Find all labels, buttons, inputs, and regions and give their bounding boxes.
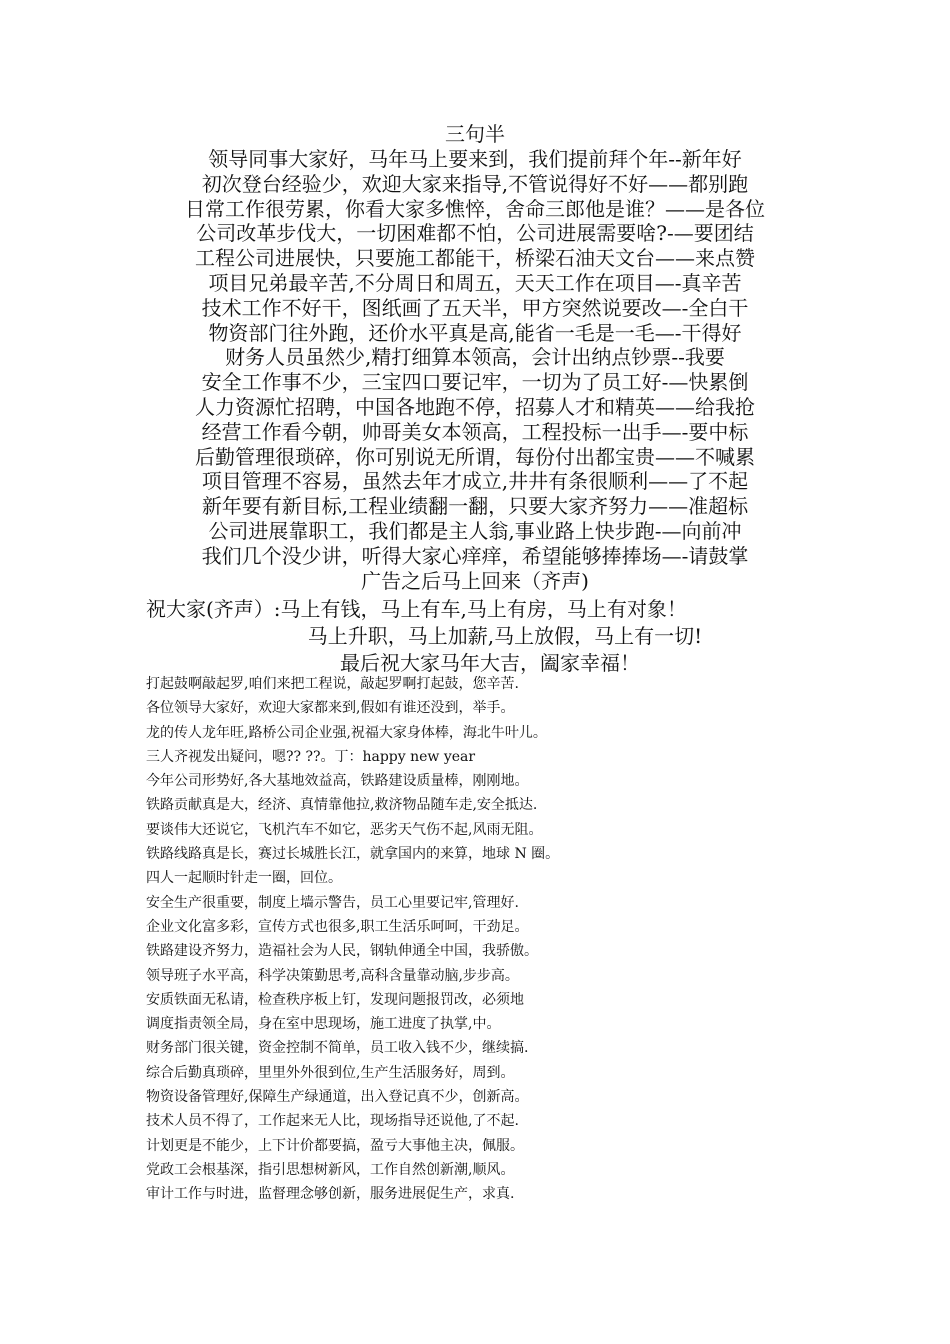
skit-line: 各位领导大家好，欢迎大家都来到,假如有谁还没到，举手。 bbox=[146, 700, 515, 717]
wish-line: 祝大家(齐声）:马上有钱，马上有车,马上有房，马上有对象！ bbox=[146, 597, 687, 621]
wish-line: 最后祝大家马年大吉，阖家幸福！ bbox=[340, 651, 640, 675]
verse-line: 后勤管理很琐碎，你可别说无所谓，每份付出都宝贵——不喊累 bbox=[195, 444, 755, 469]
skit-section bbox=[146, 672, 906, 1207]
verse-line: 新年要有新目标,工程业绩翻一翻，只要大家齐努力——准超标 bbox=[201, 494, 749, 519]
verse-line: 公司改革步伐大，一切困难都不怕，公司进展需要啥?-—要团结 bbox=[196, 221, 754, 246]
verse-line: 经营工作看今朝，帅哥美女本领高，工程投标一出手—-要中标 bbox=[201, 419, 749, 444]
verse-line: 技术工作不好干，图纸画了五天半，甲方突然说要改—-全白干 bbox=[201, 295, 749, 320]
verse-line: 初次登台经验少，欢迎大家来指导,不管说得好不好——都别跑 bbox=[201, 171, 749, 196]
verse-line: 日常工作很劳累，你看大家多憔悴，舍命三郎他是谁？——是各位 bbox=[185, 196, 765, 221]
skit-line: 党政工会根基深，指引思想树新风，工作自然创新潮,顺风。 bbox=[146, 1161, 515, 1178]
skit-line: 三人齐视发出疑问，嗯?? ??。丁：happy new year bbox=[146, 748, 476, 765]
verse-line: 广告之后马上回来（齐声) bbox=[361, 568, 589, 593]
document-title: 三句半 bbox=[445, 122, 505, 146]
verse-list bbox=[0, 147, 950, 593]
skit-line: 铁路线路真是长，赛过长城胜长江，就拿国内的来算，地球 N 圈。 bbox=[146, 846, 560, 863]
verse-line: 安全工作事不少，三宝四口要记牢，一切为了员工好-—快累倒 bbox=[201, 370, 749, 395]
skit-line: 四人一起顺时针走一圈，回位。 bbox=[146, 870, 342, 887]
verse-line: 领导同事大家好，马年马上要来到，我们提前拜个年--新年好 bbox=[208, 147, 742, 171]
skit-line: 铁路建设齐努力，造福社会为人民，钢轨伸通全中国，我骄傲。 bbox=[146, 943, 538, 960]
verse-line: 工程公司进展快，只要施工都能干，桥梁石油天文台——来点赞 bbox=[195, 246, 755, 271]
skit-line: 要谈伟大还说它，飞机汽车不如它，恶劣天气伤不起,风雨无阻。 bbox=[146, 821, 543, 838]
wish-line: 马上升职，马上加薪,马上放假，马上有一切! bbox=[307, 624, 703, 648]
skit-line: 今年公司形势好,各大基地效益高，铁路建设质量棒，刚刚地。 bbox=[146, 773, 529, 790]
skit-line: 铁路贡献真是大，经济、真情靠他拉,救济物品随车走,安全抵达. bbox=[146, 797, 538, 814]
skit-line: 龙的传人龙年旺,路桥公司企业强,祝福大家身体棒，海北牛叶儿。 bbox=[146, 724, 547, 741]
skit-line: 审计工作与时进，监督理念够创新，服务进展促生产，求真. bbox=[146, 1186, 515, 1203]
skit-line: 安质铁面无私请，检查秩序板上钉，发现问题报罚改，必须地 bbox=[146, 991, 524, 1008]
skit-line: 打起鼓啊敲起罗,咱们来把工程说，敲起罗啊打起鼓，您辛苦. bbox=[146, 676, 519, 692]
verse-line: 我们几个没少讲，听得大家心痒痒，希望能够捧捧场—-请鼓掌 bbox=[201, 543, 749, 568]
verse-line: 公司进展靠职工，我们都是主人翁,事业路上快步跑-—向前冲 bbox=[208, 518, 742, 543]
verse-line: 人力资源忙招聘，中国各地跑不停，招募人才和精英——给我抢 bbox=[195, 394, 755, 419]
skit-line: 安全生产很重要，制度上墙示警告，员工心里要记牢,管理好. bbox=[146, 894, 519, 911]
skit-line: 企业文化富多彩，宣传方式也很多,职工生活乐呵呵，干劲足。 bbox=[146, 918, 529, 935]
verse-line: 项目兄弟最辛苦,不分周日和周五，天天工作在项目—-真辛苦 bbox=[208, 270, 742, 295]
verse-line: 物资部门往外跑，还价水平真是高,能省一毛是一毛—-干得好 bbox=[208, 320, 742, 345]
skit-line: 综合后勤真琐碎，里里外外很到位,生产生活服务好，周到。 bbox=[146, 1064, 515, 1081]
verse-line: 财务人员虽然少,精打细算本领高，会计出纳点钞票--我要 bbox=[225, 345, 725, 370]
skit-line: 领导班子水平高，科学决策勤思考,高科含量靠动脑,步步高。 bbox=[146, 967, 519, 984]
closing-wishes bbox=[0, 596, 950, 677]
verse-line: 项目管理不容易，虽然去年才成立,井井有条很顺利——了不起 bbox=[201, 469, 749, 494]
skit-line: 调度指责领全局，身在室中思现场，施工进度了执掌,中。 bbox=[146, 1016, 501, 1033]
skit-line: 物资设备管理好,保障生产绿通道，出入登记真不少，创新高。 bbox=[146, 1089, 529, 1106]
skit-line: 技术人员不得了，工作起来无人比，现场指导还说他,了不起. bbox=[146, 1113, 519, 1130]
skit-line: 计划更是不能少，上下计价都要搞，盈亏大事他主决，佩服。 bbox=[146, 1137, 524, 1154]
skit-line: 财务部门很关键，资金控制不简单，员工收入钱不少，继续搞. bbox=[146, 1040, 529, 1057]
